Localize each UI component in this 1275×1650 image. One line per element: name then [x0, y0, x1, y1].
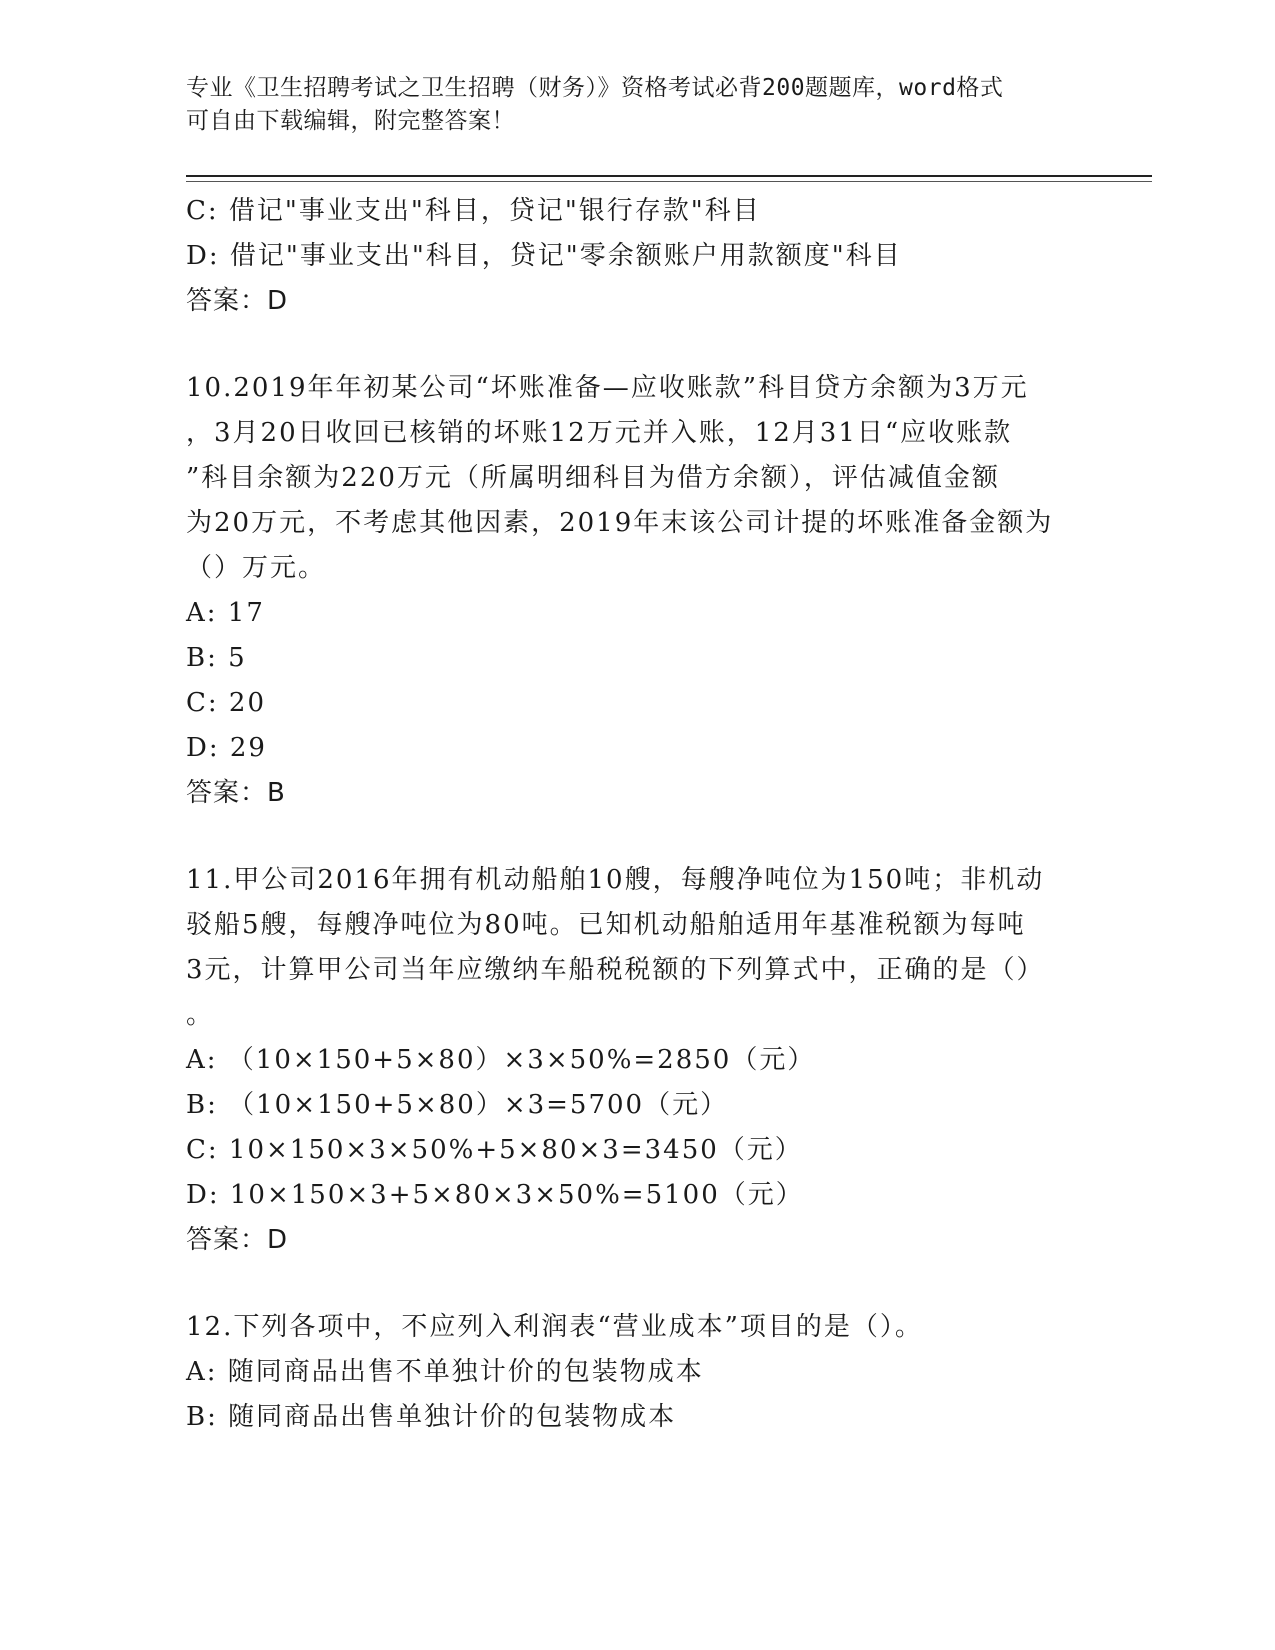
answer-text: 答案：D: [186, 286, 289, 316]
answer-text: 答案：D: [186, 1225, 289, 1255]
spacer: [186, 816, 1086, 858]
question-12: [186, 1305, 1086, 1440]
spacer: [186, 324, 1086, 366]
option-a: A: （10×150+5×80）×3×50%=2850（元）: [186, 1045, 816, 1075]
question-text-line: 10.2019年年初某公司“坏账准备—应收账款”科目贷方余额为3万元: [186, 373, 1029, 403]
option-d: D: 借记"事业支出"科目，贷记"零余额账户用款额度"科目: [186, 241, 902, 271]
option-a: A: 17: [186, 598, 265, 628]
header-divider-thick: [186, 175, 1152, 177]
option-d: D: 10×150×3+5×80×3×50%=5100（元）: [186, 1180, 804, 1210]
question-list: [186, 189, 1086, 1440]
header-title-line-1: 专业《卫生招聘考试之卫生招聘（财务）》资格考试必背200题题库，word格式: [186, 75, 1004, 101]
question-text-line: 11.甲公司2016年拥有机动船舶10艘，每艘净吨位为150吨；非机动: [186, 865, 1045, 895]
option-b: B: 5: [186, 643, 247, 673]
header-divider-thin: [186, 181, 1152, 182]
answer-text: 答案：B: [186, 778, 286, 808]
question-text-line: 。: [186, 1000, 215, 1030]
question-text-line: 12.下列各项中，不应列入利润表“营业成本”项目的是（）。: [186, 1312, 923, 1342]
option-a: A: 随同商品出售不单独计价的包装物成本: [186, 1357, 704, 1387]
option-c: C: 20: [186, 688, 267, 718]
option-d: D: 29: [186, 733, 267, 763]
option-c: C: 借记"事业支出"科目，贷记"银行存款"科目: [186, 196, 761, 226]
previous-question-tail: [186, 189, 1086, 324]
question-text-line: （）万元。: [186, 553, 327, 583]
option-c: C: 10×150×3×50%+5×80×3=3450（元）: [186, 1135, 803, 1165]
document-header: [186, 72, 1066, 138]
question-11: [186, 858, 1086, 1263]
option-b: B: 随同商品出售单独计价的包装物成本: [186, 1402, 677, 1432]
spacer: [186, 1263, 1086, 1305]
question-text-line: ，3月20日收回已核销的坏账12万元并入账，12月31日“应收账款: [186, 418, 1013, 448]
option-b: B: （10×150+5×80）×3=5700（元）: [186, 1090, 729, 1120]
question-text-line: 驳船5艘，每艘净吨位为80吨。已知机动船舶适用年基准税额为每吨: [186, 910, 1026, 940]
question-text-line: ”科目余额为220万元（所属明细科目为借方余额），评估减值金额: [186, 463, 1000, 493]
header-title-line-2: 可自由下载编辑，附完整答案！: [186, 108, 515, 134]
question-text-line: 为20万元，不考虑其他因素，2019年末该公司计提的坏账准备金额为: [186, 508, 1054, 538]
question-10: [186, 366, 1086, 816]
question-text-line: 3元，计算甲公司当年应缴纳车船税税额的下列算式中，正确的是（）: [186, 955, 1045, 985]
